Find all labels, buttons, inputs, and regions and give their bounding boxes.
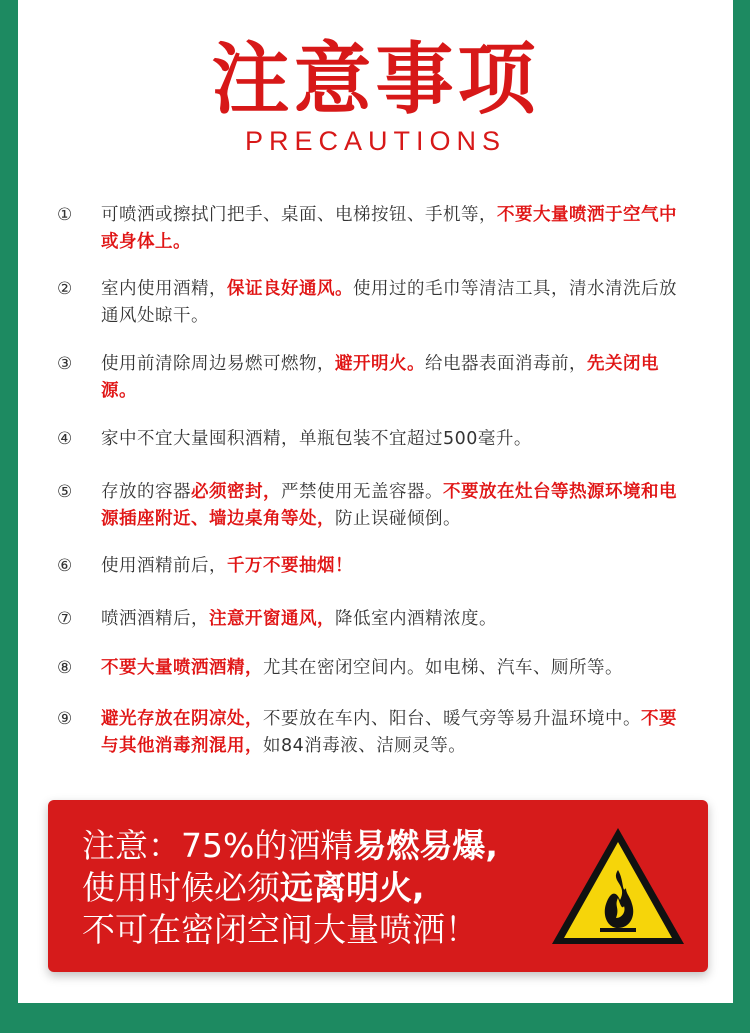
- banner-line-2: 使用时候必须远离明火,: [82, 868, 425, 907]
- warning-banner: [48, 800, 708, 972]
- item-number: ①: [57, 205, 73, 225]
- banner-line-3: 不可在密闭空间大量喷洒！: [82, 910, 478, 949]
- banner-line-1: 注意：75%的酒精易燃易爆,: [82, 826, 498, 865]
- item-text: 存放的容器必须密封，严禁使用无盖容器。不要放在灶台等热源环境和电源插座附近、墙边桌角等处，防止误碰倾倒。: [101, 482, 677, 529]
- item-text: 可喷洒或擦拭门把手、桌面、电梯按钮、手机等，不要大量喷洒于空气中或身体上。: [101, 205, 677, 252]
- item-text: 家中不宜大量囤积酒精，单瓶包装不宜超过500毫升。: [101, 429, 532, 449]
- page-title: 注意事项: [211, 35, 540, 125]
- flammable-warning-icon: [548, 824, 688, 950]
- page-subtitle: PRECAUTIONS: [244, 126, 507, 156]
- item-number: ④: [57, 429, 73, 449]
- content-card: [18, 0, 733, 1003]
- item-number: ⑧: [57, 658, 73, 678]
- item-number: ⑦: [57, 609, 73, 629]
- item-number: ⑨: [57, 709, 73, 729]
- item-text: 使用前清除周边易燃可燃物，避开明火。给电器表面消毒前，先关闭电源。: [101, 354, 659, 401]
- item-number: ③: [57, 354, 73, 374]
- item-number: ⑥: [57, 556, 73, 576]
- item-text: 避光存放在阴凉处，不要放在车内、阳台、暖气旁等易升温环境中。不要与其他消毒剂混用，如84消毒液、洁厕灵等。: [101, 709, 677, 756]
- item-text: 使用酒精前后，千万不要抽烟！: [101, 556, 353, 576]
- item-text: 不要大量喷洒酒精，尤其在密闭空间内。如电梯、汽车、厕所等。: [101, 658, 623, 678]
- item-number: ②: [57, 279, 73, 299]
- item-text: 室内使用酒精，保证良好通风。使用过的毛巾等清洁工具，清水清洗后放通风处晾干。: [101, 279, 677, 326]
- item-number: ⑤: [57, 482, 73, 502]
- item-text: 喷洒酒精后，注意开窗通风，降低室内酒精浓度。: [101, 609, 497, 629]
